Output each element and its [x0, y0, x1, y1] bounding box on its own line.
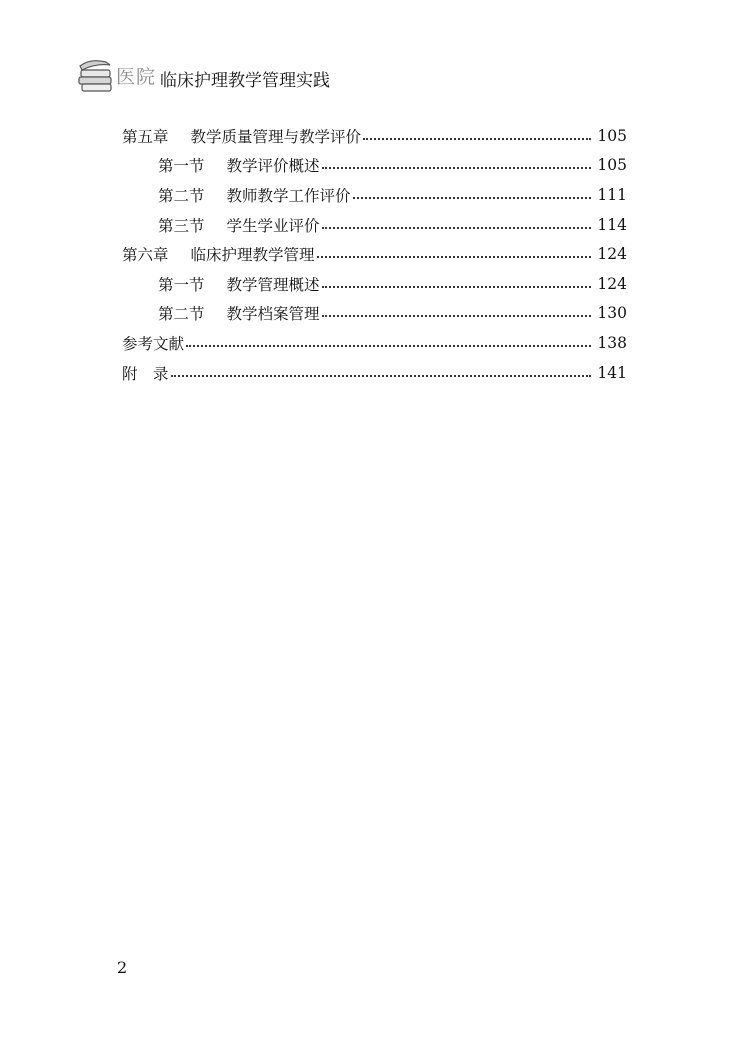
toc-section-entry[interactable]	[122, 180, 627, 210]
toc-entry-title: 学生学业评价	[226, 216, 320, 235]
toc-entry-page: 124	[597, 245, 627, 264]
toc-chapter-entry[interactable]	[122, 239, 627, 269]
toc-entry-title: 教师教学工作评价	[226, 186, 351, 205]
toc-chapter-entry[interactable]	[122, 358, 627, 388]
toc-section-entry[interactable]	[122, 299, 627, 329]
toc-entry-page: 111	[597, 185, 627, 204]
toc-entry-title: 教学质量管理与教学评价	[190, 127, 362, 146]
toc-entry-label: 第三节	[158, 216, 205, 235]
toc-entry-page: 124	[597, 274, 627, 293]
toc-entry-title: 教学管理概述	[226, 275, 320, 294]
toc-entry-page: 138	[597, 333, 627, 352]
toc-chapter-entry[interactable]	[122, 328, 627, 358]
book-title: 临床护理教学管理实践	[160, 71, 330, 91]
table-of-contents	[122, 121, 627, 387]
toc-entry-label: 参考文献	[122, 334, 185, 353]
toc-entry-label: 第六章	[122, 246, 169, 265]
dot-leader	[322, 167, 591, 169]
brand-text: 医院	[116, 66, 157, 88]
dot-leader	[317, 256, 591, 258]
page-number: 2	[117, 958, 128, 977]
toc-entry-label: 第一节	[158, 275, 205, 294]
toc-chapter-entry[interactable]	[122, 121, 627, 151]
toc-entry-page: 105	[597, 156, 627, 175]
toc-section-entry[interactable]	[122, 210, 627, 240]
dot-leader	[363, 138, 591, 140]
dot-leader	[322, 315, 591, 317]
toc-entry-label: 附 录	[122, 364, 169, 383]
dot-leader	[322, 227, 591, 229]
dot-leader	[322, 286, 591, 288]
toc-entry-label: 第二节	[158, 186, 205, 205]
toc-entry-label: 第一节	[158, 157, 205, 176]
toc-entry-title: 教学评价概述	[226, 157, 320, 176]
dot-leader	[186, 345, 591, 347]
toc-entry-page: 130	[597, 304, 627, 323]
stacked-books-icon	[76, 56, 116, 94]
toc-entry-title: 教学档案管理	[226, 305, 320, 324]
toc-entry-label: 第二节	[158, 305, 205, 324]
dot-leader	[353, 197, 591, 199]
toc-entry-title: 临床护理教学管理	[190, 246, 315, 265]
toc-section-entry[interactable]	[122, 269, 627, 299]
toc-entry-page: 141	[597, 363, 627, 382]
toc-entry-page: 114	[597, 215, 627, 234]
dot-leader	[171, 375, 591, 377]
toc-entry-label: 第五章	[122, 127, 169, 146]
toc-section-entry[interactable]	[122, 151, 627, 181]
running-header	[76, 52, 396, 102]
toc-entry-page: 105	[597, 126, 627, 145]
